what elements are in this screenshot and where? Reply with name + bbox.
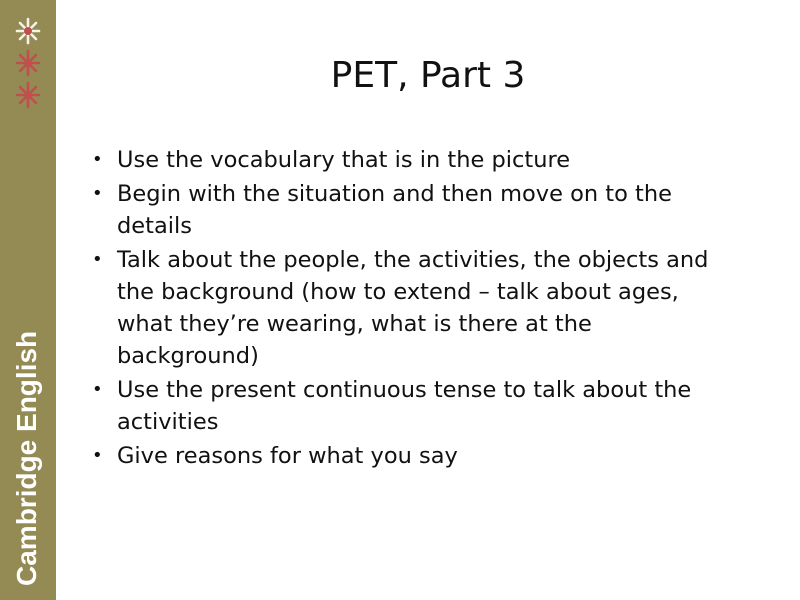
bullet-dot-icon: • (92, 149, 103, 170)
crest-star-1 (17, 19, 39, 43)
bullet-item (90, 244, 740, 372)
bullet-dot-icon: • (92, 249, 103, 270)
bullet-text: Use the vocabulary that is in the picture (117, 147, 571, 173)
bullet-dot-icon: • (92, 379, 103, 400)
crest-star-3 (17, 83, 39, 107)
bullet-item (90, 440, 740, 472)
bullet-dot-icon: • (92, 445, 103, 466)
bullet-dot-icon: • (92, 183, 103, 204)
bullet-item (90, 374, 740, 438)
bullet-item (90, 144, 740, 176)
cambridge-crest-icon (12, 15, 44, 111)
bullet-text: Give reasons for what you say (117, 443, 458, 469)
bullet-list (90, 144, 740, 474)
bullet-text: Talk about the people, the activities, the objects and the background (how to extend – talk about ages, what they’re wearing, what is there at the background) (117, 247, 709, 369)
slide-title: PET, Part 3 (330, 55, 526, 96)
crest-star-2 (17, 51, 39, 75)
brand-sidebar (0, 0, 56, 600)
bullet-item (90, 178, 740, 242)
bullet-text: Use the present continuous tense to talk about the activities (117, 377, 692, 435)
brand-text: Cambridge English (11, 330, 42, 586)
bullet-text: Begin with the situation and then move on to the details (117, 181, 672, 239)
